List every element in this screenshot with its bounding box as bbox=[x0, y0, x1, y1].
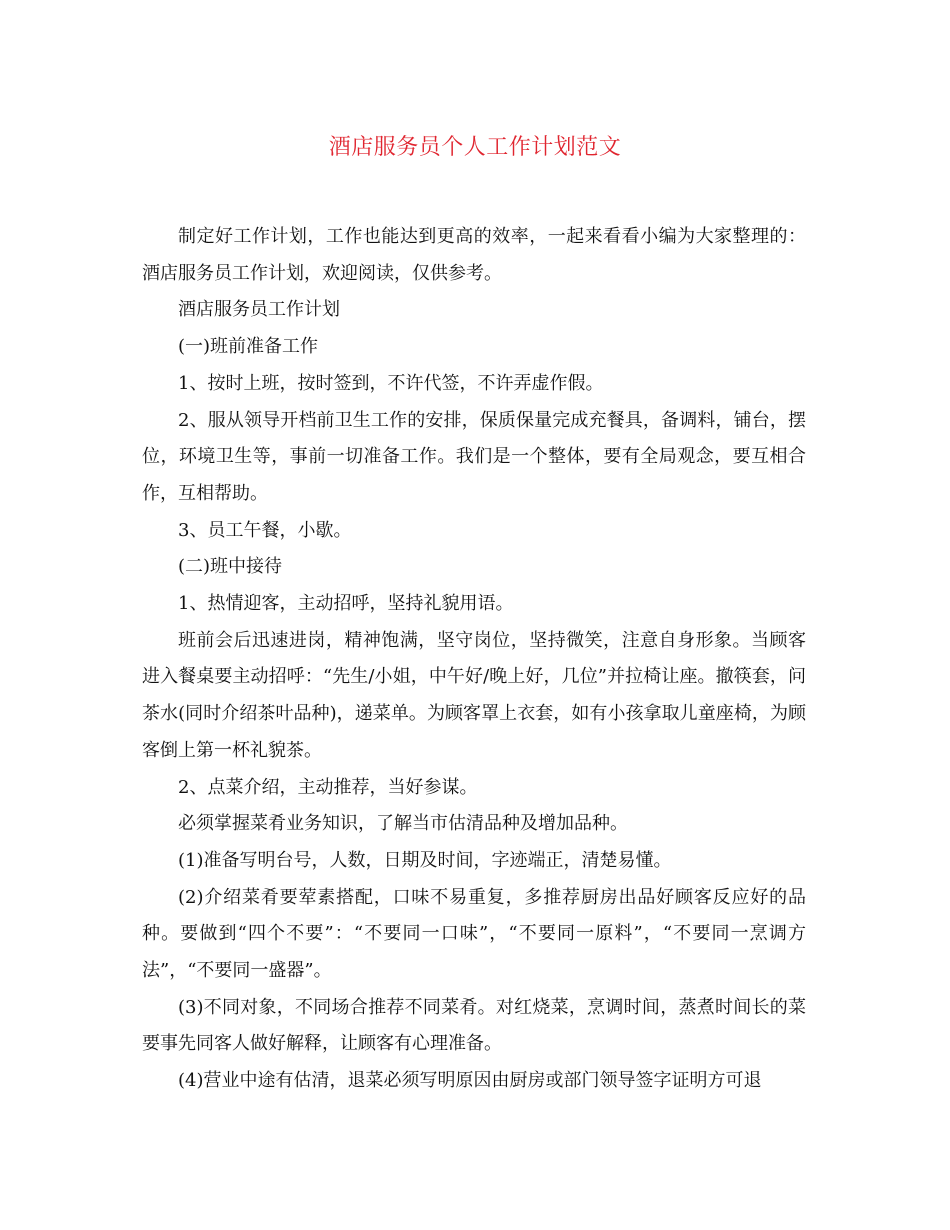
paragraph: (一)班前准备工作 bbox=[178, 336, 319, 358]
paragraph: (1)准备写明台号，人数，日期及时间，字迹端正，清楚易懂。 bbox=[178, 849, 672, 871]
paragraph: (二)班中接待 bbox=[178, 556, 283, 578]
paragraph: 酒店服务员工作计划 bbox=[178, 299, 340, 321]
paragraph: (4)营业中途有估清，退菜必须写明原因由厨房或部门领导签字证明方可退 bbox=[178, 1070, 762, 1092]
paragraph: 制定好工作计划，工作也能达到更高的效率，一起来看看小编为大家整理的：酒店服务员工作计划，欢迎阅读，仅供参考。 bbox=[142, 226, 806, 284]
paragraph: 1、按时上班，按时签到，不许代签，不许弄虚作假。 bbox=[178, 372, 604, 394]
paragraph: 必须掌握菜肴业务知识，了解当市估清品种及增加品种。 bbox=[178, 813, 628, 835]
paragraph: 2、服从领导开档前卫生工作的安排，保质保量完成充餐具，备调料，铺台，摆位，环境卫生等，事前一切准备工作。我们是一个整体，要有全局观念，要互相合作，互相帮助。 bbox=[142, 409, 806, 504]
paragraph: (2)介绍菜肴要荤素搭配，口味不易重复，多推荐厨房出品好顾客反应好的品种。要做到“四个不要”：“不要同一口味”，“不要同一原料”，“不要同一烹调方法”，“不要同一盛器”。 bbox=[142, 886, 806, 982]
document-title: 酒店服务员个人工作计划范文 bbox=[328, 135, 622, 160]
paragraph: 1、热情迎客，主动招呼，坚持礼貌用语。 bbox=[178, 593, 514, 615]
paragraph: 班前会后迅速进岗，精神饱满，坚守岗位，坚持微笑，注意自身形象。当顾客进入餐桌要主动招呼：“先生/小姐，中午好/晚上好，几位”并拉椅让座。撤筷套，问茶水(同时介绍茶叶品种)，递菜单。为顾客罩上衣套，如有小孩拿取儿童座椅，为顾客倒上第一杯礼貌茶。 bbox=[142, 629, 806, 761]
document-body bbox=[142, 219, 806, 1100]
paragraph: (3)不同对象，不同场合推荐不同菜肴。对红烧菜，烹调时间，蒸煮时间长的菜要事先同客人做好解释，让顾客有心理准备。 bbox=[142, 996, 806, 1055]
paragraph: 2、点菜介绍，主动推荐，当好参谋。 bbox=[178, 776, 478, 798]
paragraph: 3、员工午餐，小歇。 bbox=[178, 519, 352, 541]
